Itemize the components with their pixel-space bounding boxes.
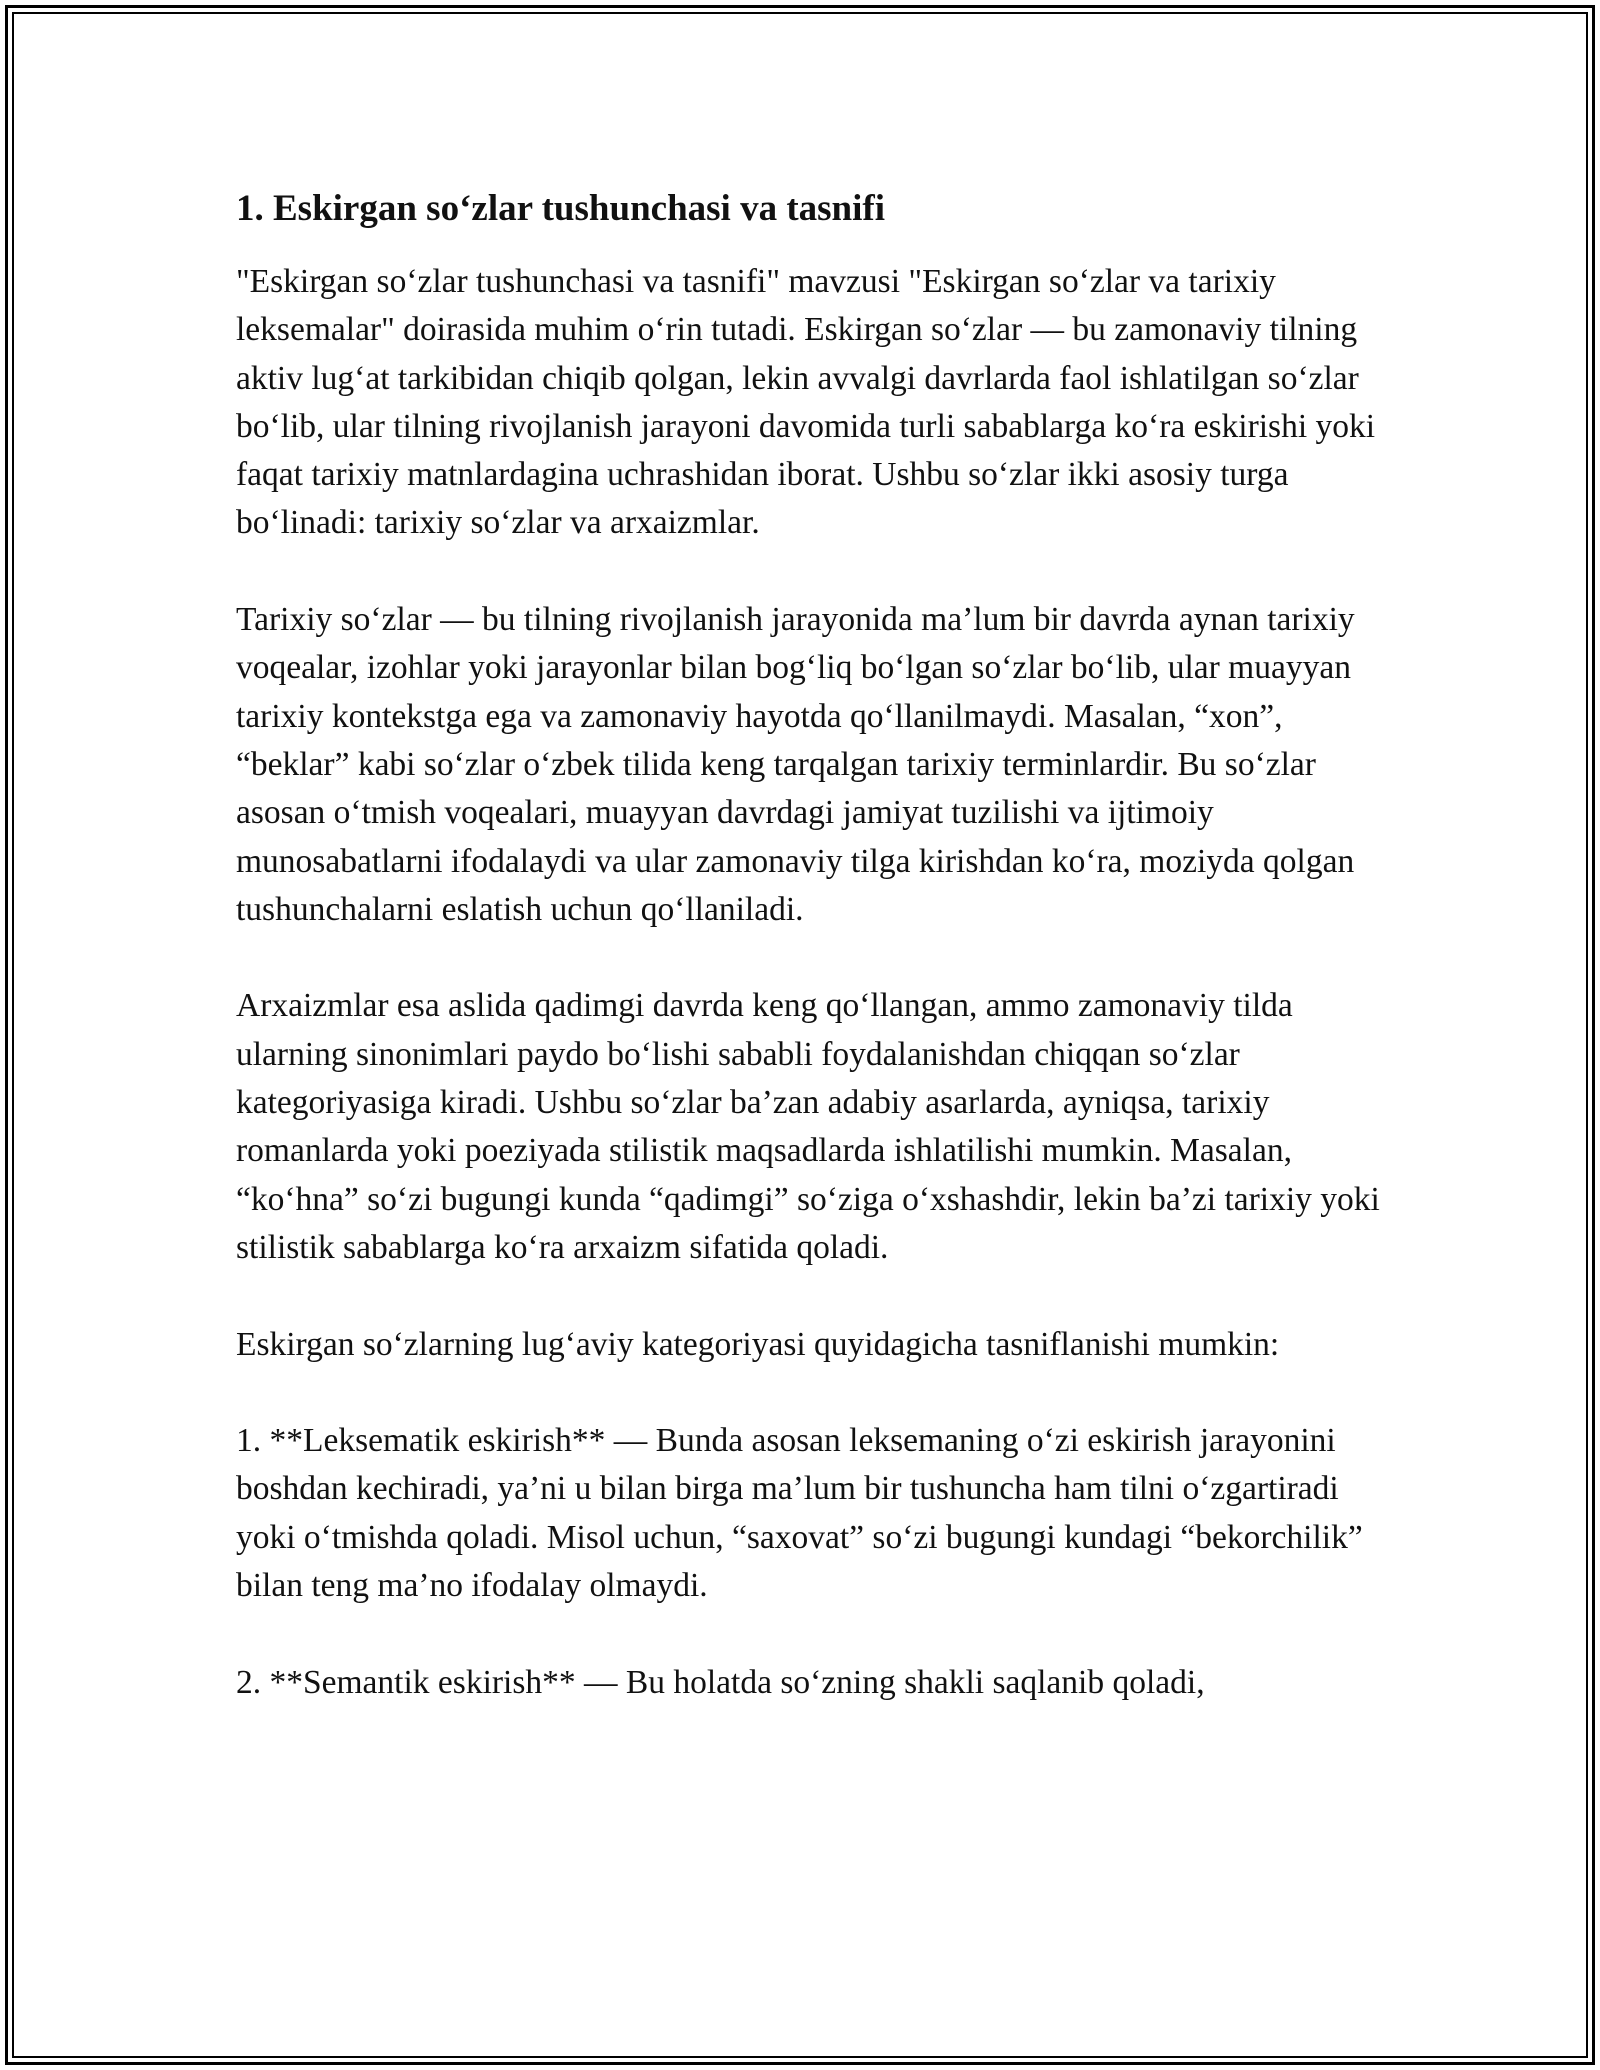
document-body bbox=[236, 185, 1386, 1707]
section-heading: 1. Eskirgan so‘zlar tushunchasi va tasnifi bbox=[236, 188, 885, 229]
paragraph-classification-intro: Eskirgan so‘zlarning lug‘aviy kategoriyasi quyidagicha tasniflanishi mumkin: bbox=[236, 1325, 1280, 1363]
paragraph-historical-words: Tarixiy so‘zlar — bu tilning rivojlanish jarayonida ma’lum bir davrda aynan tarixiy voqealar, izohlar yoki jarayonlar bilan bog‘liq bo‘lgan so‘zlar bo‘lib, ular muayyan tarixiy kontekstga ega va zamonaviy hayotda qo‘llanilmaydi. Masalan, “xon”, “beklar” kabi so‘zlar o‘zbek tilida keng tarqalgan tarixiy terminlardir. Bu so‘zlar asosan o‘tmish voqealari, muayyan davrdagi jamiyat tuzilishi va ijtimoiy munosabatlarni ifodalaydi va ular zamonaviy tilga kirishdan ko‘ra, moziyda qolgan tushunchalarni eslatish uchun qo‘llaniladi. bbox=[236, 601, 1355, 928]
paragraph-archaisms: Arxaizmlar esa aslida qadimgi davrda keng qo‘llangan, ammo zamonaviy tilda ularning sinonimlari paydo bo‘lishi sababli foydalanishdan chiqqan so‘zlar kategoriyasiga kiradi. Ushbu so‘zlar ba’zan adabiy asarlarda, ayniqsa, tarixiy romanlarda yoki poeziyada stilistik maqsadlarda ishlatilishi mumkin. Masalan, “ko‘hna” so‘zi bugungi kunda “qadimgi” so‘ziga o‘xshashdir, lekin ba’zi tarixiy yoki stilistik sabablarga ko‘ra arxaizm sifatida qoladi. bbox=[236, 987, 1380, 1266]
list-item-semantic: 2. **Semantik eskirish** — Bu holatda so‘zning shakli saqlanib qoladi, bbox=[236, 1663, 1205, 1701]
paragraph-intro: "Eskirgan so‘zlar tushunchasi va tasnifi" mavzusi "Eskirgan so‘zlar va tarixiy leksemalar" doirasida muhim o‘rin tutadi. Eskirgan so‘zlar — bu zamonaviy tilning aktiv lug‘at tarkibidan chiqib qolgan, lekin avvalgi davrlarda faol ishlatilgan so‘zlar bo‘lib, ular tilning rivojlanish jarayoni davomida turli sabablarga ko‘ra eskirishi yoki faqat tarixiy matnlardagina uchrashidan iborat. Ushbu so‘zlar ikki asosiy turga bo‘linadi: tarixiy so‘zlar va arxaizmlar. bbox=[236, 263, 1376, 542]
list-item-lexematic: 1. **Leksematik eskirish** — Bunda asosan leksemaning o‘zi eskirish jarayonini boshdan kechiradi, ya’ni u bilan birga ma’lum bir tushuncha ham tilni o‘zgartiradi yoki o‘tmishda qoladi. Misol uchun, “saxovat” so‘zi bugungi kundagi “bekorchilik” bilan teng ma’no ifodalay olmaydi. bbox=[236, 1422, 1363, 1605]
